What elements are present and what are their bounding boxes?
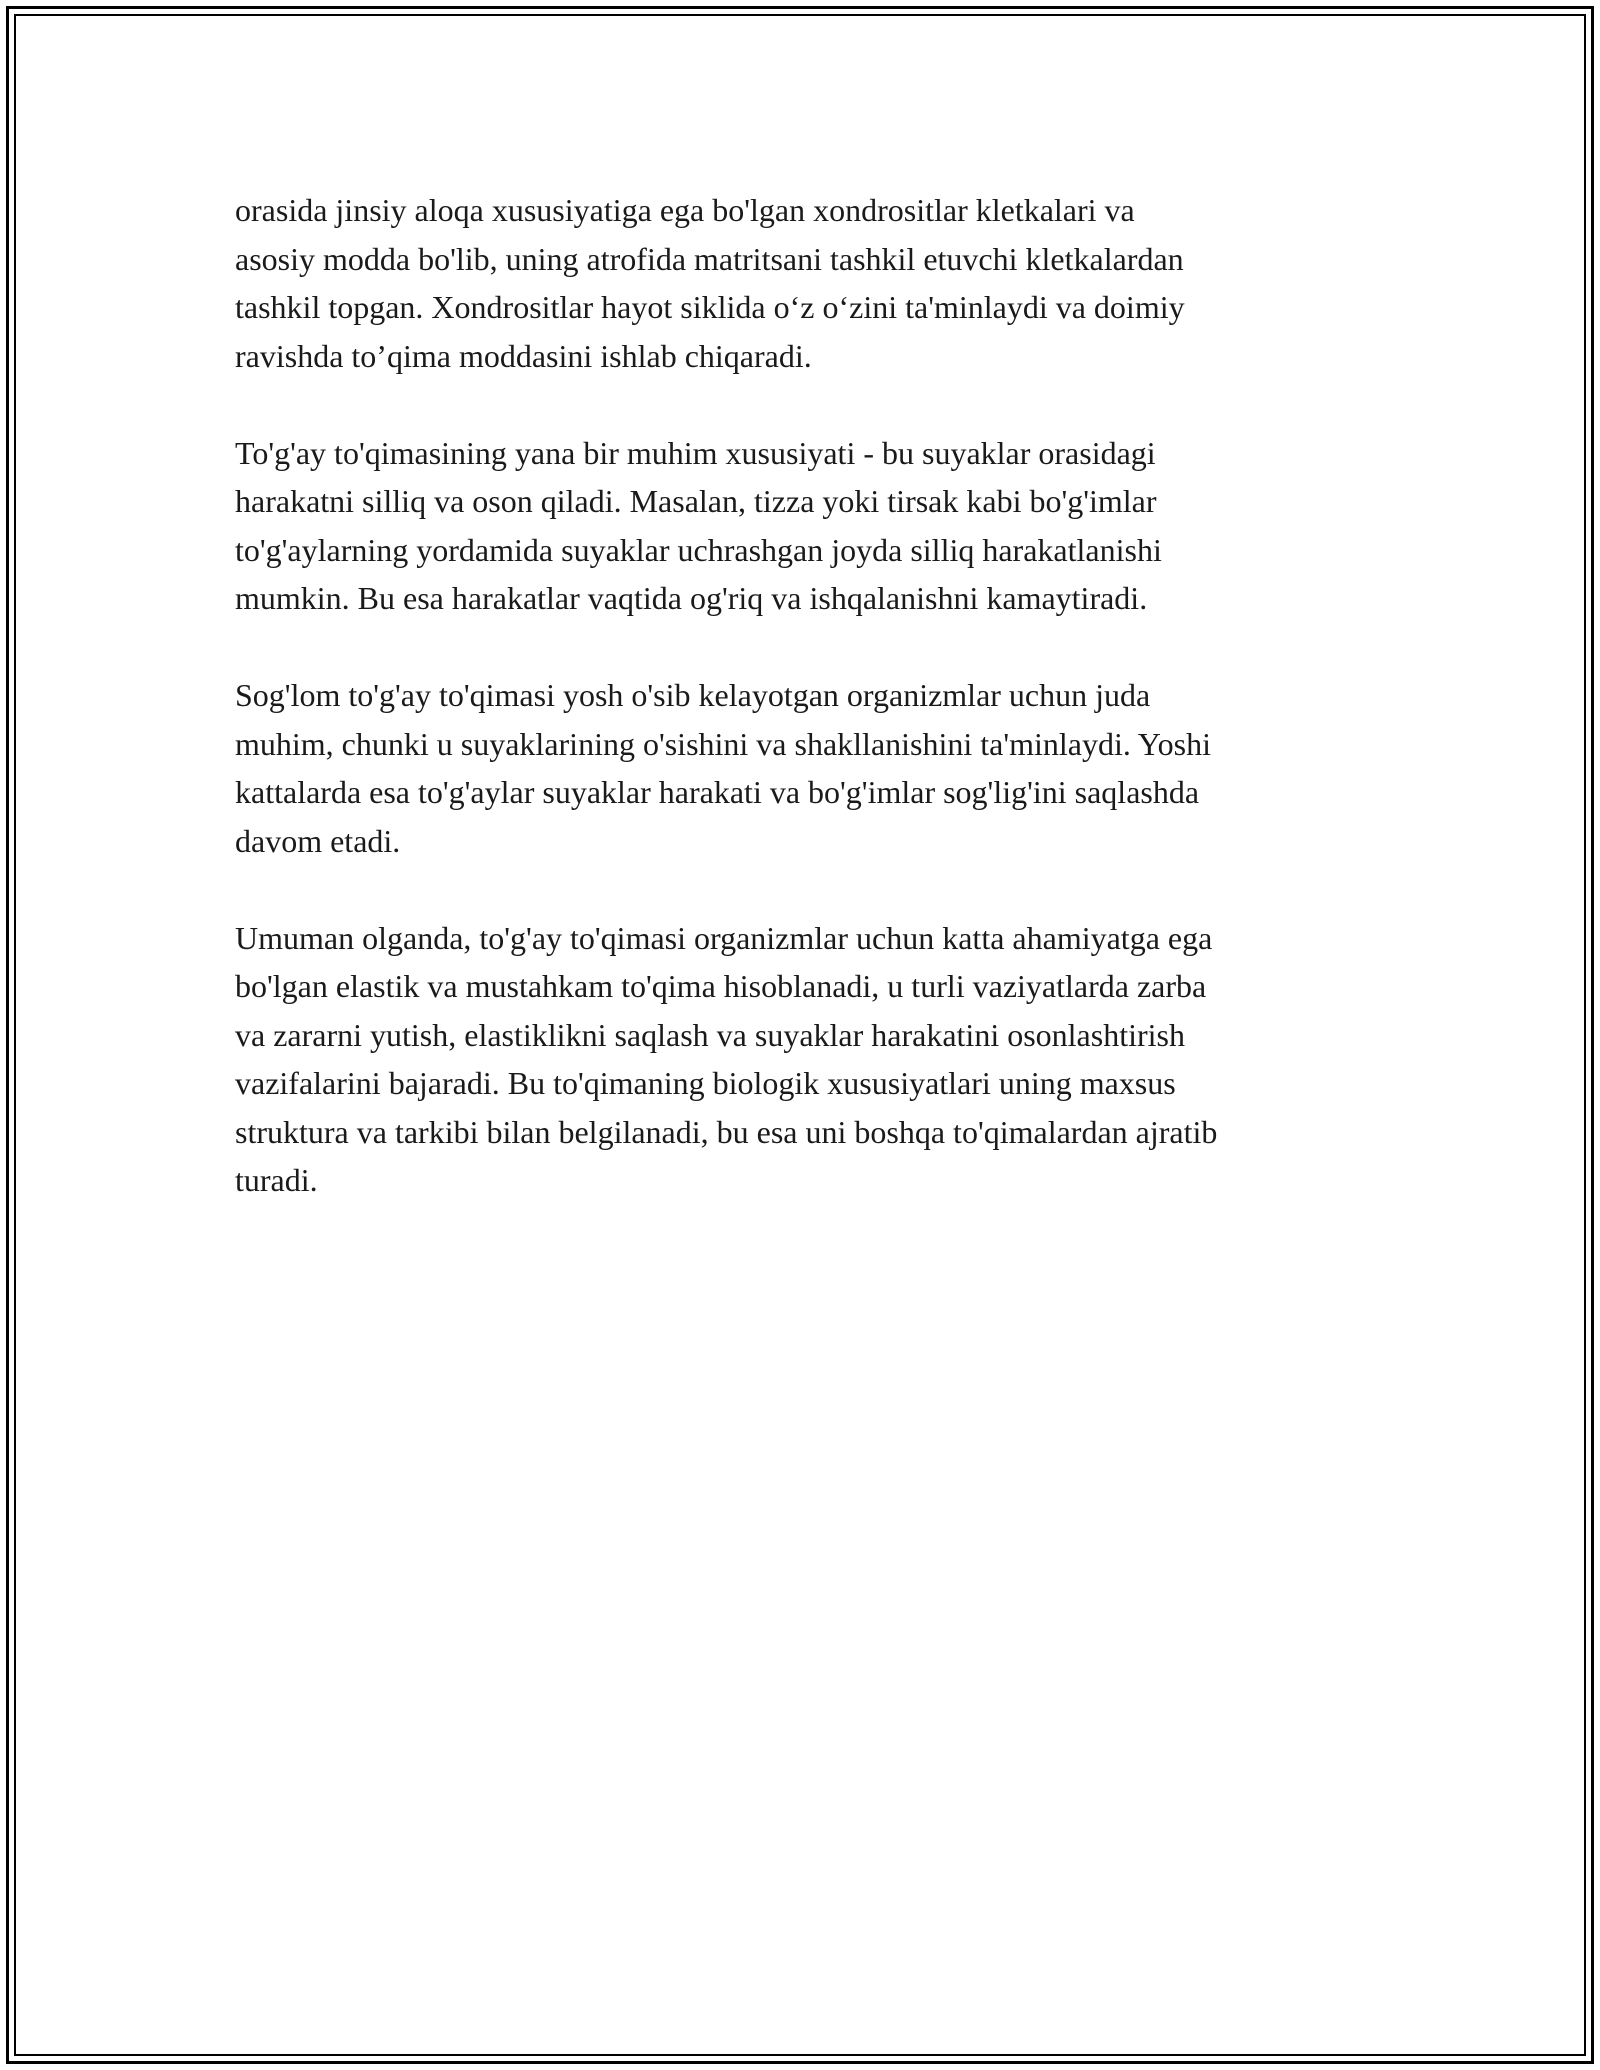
text-line: turadi. bbox=[235, 1162, 318, 1198]
document-body bbox=[235, 186, 1375, 1253]
text-line: vazifalarini bajaradi. Bu to'qimaning biologik xususiyatlari uning maxsus bbox=[235, 1065, 1176, 1101]
paragraph-4 bbox=[235, 914, 1375, 1205]
text-line: struktura va tarkibi bilan belgilanadi, bu esa uni boshqa to'qimalardan ajratib bbox=[235, 1113, 1218, 1150]
text-line: to'g'aylarning yordamida suyaklar uchrashgan joyda silliq harakatlanishi bbox=[235, 531, 1162, 568]
paragraph-2 bbox=[235, 429, 1375, 623]
paragraph-3 bbox=[235, 671, 1375, 865]
text-line: Umuman olganda, to'g'ay to'qimasi organizmlar uchun katta ahamiyatga ega bbox=[235, 919, 1213, 956]
paragraph-1 bbox=[235, 186, 1375, 380]
text-line: kattalarda esa to'g'aylar suyaklar harakati va bo'g'imlar sog'lig'ini saqlashda bbox=[235, 774, 1200, 810]
text-line: davom etadi. bbox=[235, 822, 401, 859]
text-line: va zararni yutish, elastiklikni saqlash va suyaklar harakatini osonlashtirish bbox=[235, 1016, 1185, 1053]
text-line: ravishda to’qima moddasini ishlab chiqaradi. bbox=[235, 337, 812, 374]
text-line: harakatni silliq va oson qiladi. Masalan, tizza yoki tirsak kabi bo'g'imlar bbox=[235, 483, 1157, 519]
text-line: Sog'lom to'g'ay to'qimasi yosh o'sib kelayotgan organizmlar uchun juda bbox=[235, 677, 1151, 713]
text-line: tashkil topgan. Xondrositlar hayot siklida o‘z o‘zini ta'minlaydi va doimiy bbox=[235, 289, 1185, 325]
text-line: bo'lgan elastik va mustahkam to'qima hisoblanadi, u turli vaziyatlarda zarba bbox=[235, 968, 1207, 1004]
text-line: mumkin. Bu esa harakatlar vaqtida og'riq va ishqalanishni kamaytiradi. bbox=[235, 580, 1148, 616]
text-line: To'g'ay to'qimasining yana bir muhim xususiyati - bu suyaklar orasidagi bbox=[235, 434, 1156, 471]
text-line: orasida jinsiy aloqa xususiyatiga ega bo'lgan xondrositlar kletkalari va bbox=[235, 192, 1135, 228]
text-line: asosiy modda bo'lib, uning atrofida matritsani tashkil etuvchi kletkalardan bbox=[235, 240, 1184, 277]
text-line: muhim, chunki u suyaklarining o'sishini va shakllanishini ta'minlaydi. Yoshi bbox=[235, 725, 1211, 762]
